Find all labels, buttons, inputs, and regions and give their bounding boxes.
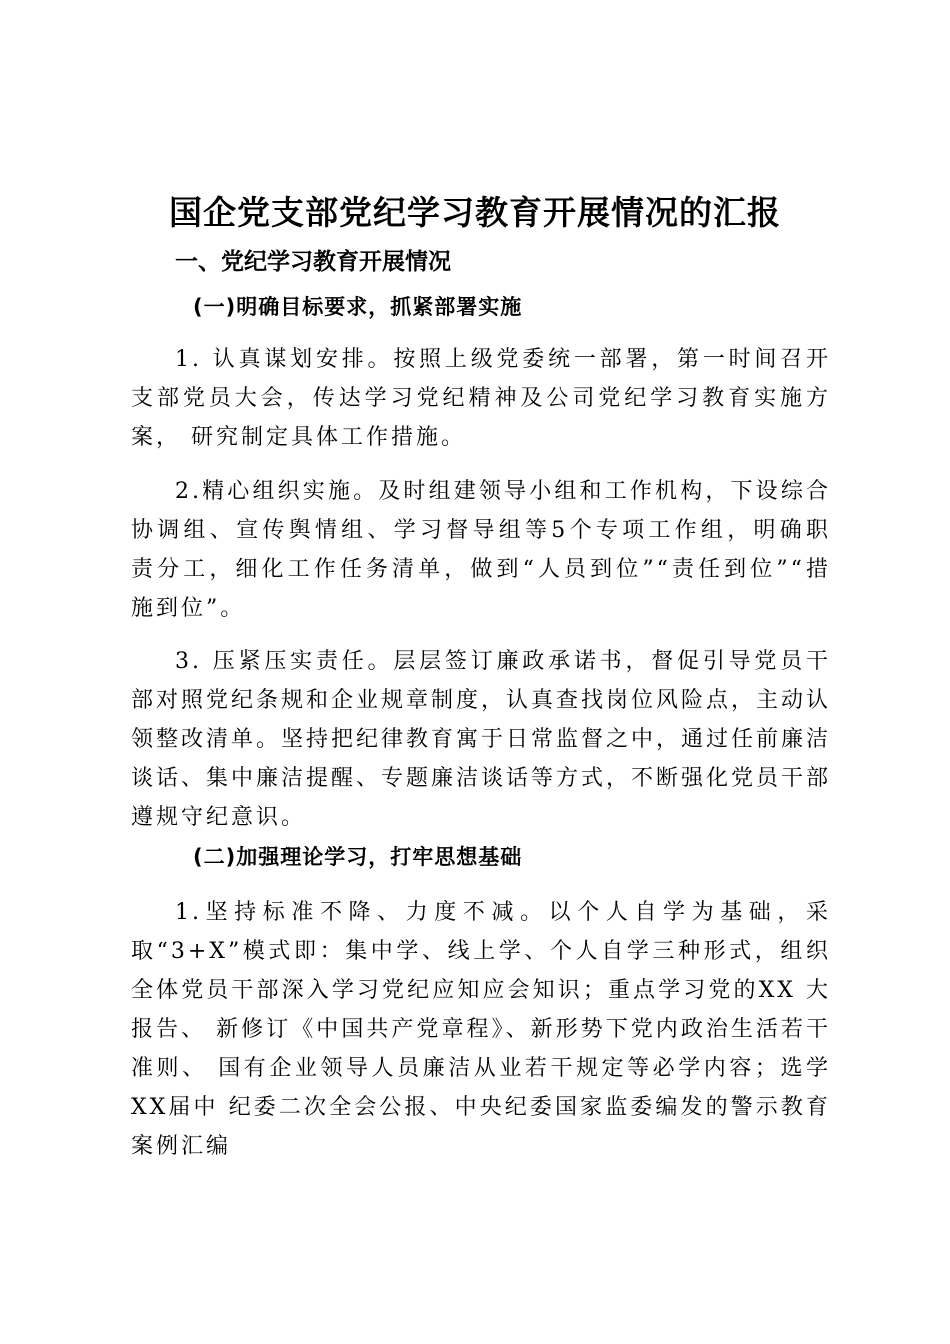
subsection-heading: (二)加强理论学习，打牢思想基础 (193, 845, 523, 869)
paragraph: 2.精心组织实施。及时组建领导小组和工作机构，下设综合协调组、宣传舆情组、学习督导组等5个专项工作组，明确职 责分工，细化工作任务清单，做到“人员到位”“责任到位”“措 施到位”。 (131, 479, 831, 621)
subsection-heading: (一)明确目标要求，抓紧部署实施 (193, 295, 523, 319)
section-heading: 一、党纪学习教育开展情况 (175, 249, 451, 275)
paragraph: 1. 认真谋划安排。按照上级党委统一部署，第一时间召开支部党员大会，传达学习党纪精神及公司党纪学习教育实施方案， 研究制定具体工作措施。 (131, 347, 831, 450)
paragraph: 3. 压紧压实责任。层层签订廉政承诺书，督促引导党员干部对照党纪条规和企业规章制度，认真查找岗位风险点，主动认 领整改清单。坚持把纪律教育寓于日常监督之中，通过任前廉洁 谈话、集中廉洁提醒、专题廉洁谈话等方式，不断强化党员干部 遵规守纪意识。 (131, 649, 832, 830)
paragraph: 1.坚持标准不降、力度不减。以个人自学为基础，采取“3+X”模式即：集中学、线上学、个人自学三种形式，组织全体党员干部深入学习党纪应知应会知识；重点学习党的XX 大报告、 新修订《中国共产党章程》、新形势下党内政治生活若干准则、 国有企业领导人员廉洁从业若干规定等必学内容；选学XX届中 纪委二次全会公报、中央纪委国家监委编发的警示教育案例汇编 (131, 900, 831, 1159)
document-title: 国企党支部党纪学习教育开展情况的汇报 (169, 193, 781, 232)
